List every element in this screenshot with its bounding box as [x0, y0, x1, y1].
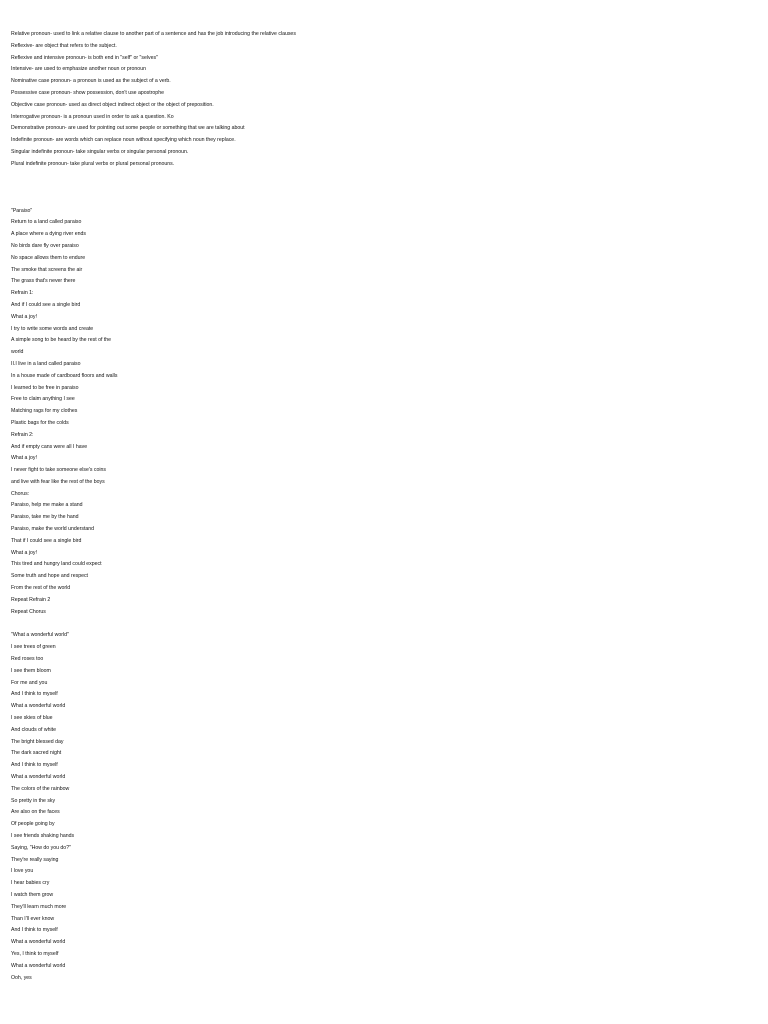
lyric-line: Paraiso, make the world understand — [11, 526, 95, 533]
lyric-line: Yes, I think to myself — [11, 950, 59, 957]
lyric-line: I see them bloom — [11, 667, 51, 674]
lyric-line: And if empty cans were all I have — [11, 443, 88, 450]
definition-line: Indefinite pronoun- are words which can replace noun without specifying which noun they replace. — [11, 137, 236, 144]
lyric-line: From the rest of the world — [11, 585, 71, 592]
lyric-line: I see trees of green — [11, 644, 56, 651]
lyric-line: The bright blessed day — [11, 738, 64, 745]
definition-line: Reflexive- are object that refers to the subject. — [11, 42, 117, 49]
lyric-line: The dark sacred night — [11, 750, 62, 757]
lyric-line: And if I could see a single bird — [11, 301, 81, 308]
lyric-line: Matching rags for my clothes — [11, 408, 78, 415]
definition-line: Interrogative pronoun- is a pronoun used in order to ask a question. Ko — [11, 113, 174, 120]
lyric-line: Saying, "How do you do?" — [11, 844, 71, 851]
lyric-line: Are also on the faces — [11, 809, 60, 816]
lyric-line: A simple song to be heard by the rest of the — [11, 337, 112, 344]
lyric-line: What a joy! — [11, 455, 37, 462]
lyric-line: I never fight to take someone else's coins — [11, 467, 106, 474]
lyric-line: What a wonderful world — [11, 774, 66, 781]
lyric-line: Some truth and hope and respect — [11, 573, 88, 580]
lyric-line: "Paraiso" — [11, 207, 33, 214]
lyric-line: What a wonderful world — [11, 962, 66, 969]
lyric-line: And I think to myself — [11, 691, 58, 698]
lyric-line: Refrain 2: — [11, 431, 34, 438]
lyric-line: The colors of the rainbow — [11, 785, 70, 792]
lyric-line: What a wonderful world — [11, 939, 66, 946]
lyric-line: I see friends shaking hands — [11, 833, 75, 839]
lyric-line: Refrain 1: — [11, 290, 34, 297]
lyric-line: Free to claim anything I see — [11, 396, 75, 403]
lyric-line: Red roses too — [11, 656, 44, 663]
lyric-line: I hear babies cry — [11, 880, 50, 887]
definition-line: Singular indefinite pronoun- take singular verbs or singular personal pronoun. — [11, 148, 189, 155]
lyric-line: No birds dare fly over paraiso — [11, 242, 79, 249]
lyric-line: Than I'll ever know — [11, 915, 55, 922]
lyric-line: Repeat Refrain 2 — [11, 596, 51, 603]
lyric-line: The grass that's never there — [11, 278, 76, 285]
lyric-line: I learned to be free in paraiso — [11, 384, 79, 391]
definition-line: Nominative case pronoun- a pronoun is used as the subject of a verb. — [11, 78, 171, 85]
lyric-line: And I think to myself — [11, 762, 58, 769]
lyric-line: A place where a dying river ends — [11, 231, 86, 238]
definition-line: Possessive case pronoun- show possession, don't use apostrophe — [11, 89, 164, 96]
definition-line: Reflexive and intensive pronoun- is both end in "self" or "selves" — [11, 54, 158, 61]
definition-line: Plural indefinite pronoun- take plural verbs or plural personal pronouns. — [11, 160, 175, 167]
lyric-line: I love you — [11, 868, 34, 875]
lyric-line: Ooh, yes — [11, 974, 32, 981]
lyric-line: I see skies of blue — [11, 715, 53, 722]
definition-line: Intensive- are used to emphasize another noun or pronoun — [11, 66, 146, 73]
lyric-line: Paraiso, help me make a stand — [11, 502, 83, 509]
lyric-line: Repeat Chorus — [11, 608, 46, 615]
lyric-line: So pretty in the sky — [11, 797, 56, 804]
lyric-line: Chorus: — [11, 490, 30, 497]
lyric-line: No space allows them to endure — [11, 254, 86, 261]
lyric-line: What a joy! — [11, 549, 37, 556]
lyric-line: Return to a land called paraiso — [11, 219, 82, 226]
definition-line: Demonstrative pronoun- are used for pointing out some people or something that we are talking about — [11, 125, 245, 132]
lyric-line: world — [11, 349, 24, 356]
lyric-line: That if I could see a single bird — [11, 537, 82, 544]
lyric-line: They'll learn much more — [11, 903, 67, 910]
lyric-line: And clouds of white — [11, 726, 56, 733]
lyric-line: and live with fear like the rest of the boys — [11, 478, 105, 485]
lyric-line: And I think to myself — [11, 927, 58, 934]
lyric-line: Paraiso, take me by the hand — [11, 514, 79, 521]
song-paraiso-lyrics — [11, 206, 751, 619]
lyric-line: This tired and hungry land could expect — [11, 561, 102, 568]
lyric-line: They're really saying — [11, 856, 59, 863]
pronoun-definitions — [11, 29, 751, 171]
lyric-line: The smoke that screens the air — [11, 266, 83, 273]
document-page — [11, 29, 751, 984]
lyric-line: Of people going by — [11, 821, 55, 828]
lyric-line: Plastic bags for the colds — [11, 419, 69, 426]
song-wonderful-world-lyrics — [11, 630, 751, 984]
lyric-line: In a house made of cardboard floors and walls — [11, 372, 118, 379]
lyric-line: What a joy! — [11, 313, 37, 320]
lyric-line: I watch them grow — [11, 891, 54, 898]
lyric-line: What a wonderful world — [11, 703, 66, 710]
definition-line: Relative pronoun- used to link a relative clause to another part of a sentence and has the job introducing the relative clauses — [11, 31, 296, 37]
lyric-line: For me and you — [11, 679, 48, 686]
lyric-line: II.I live in a land called paraiso — [11, 360, 81, 367]
definition-line: Objective case pronoun- used as direct object indirect object or the object of preposition. — [11, 101, 214, 108]
lyric-line: I try to write some words and create — [11, 325, 94, 332]
lyric-line: "What a wonderful world" — [11, 632, 69, 639]
